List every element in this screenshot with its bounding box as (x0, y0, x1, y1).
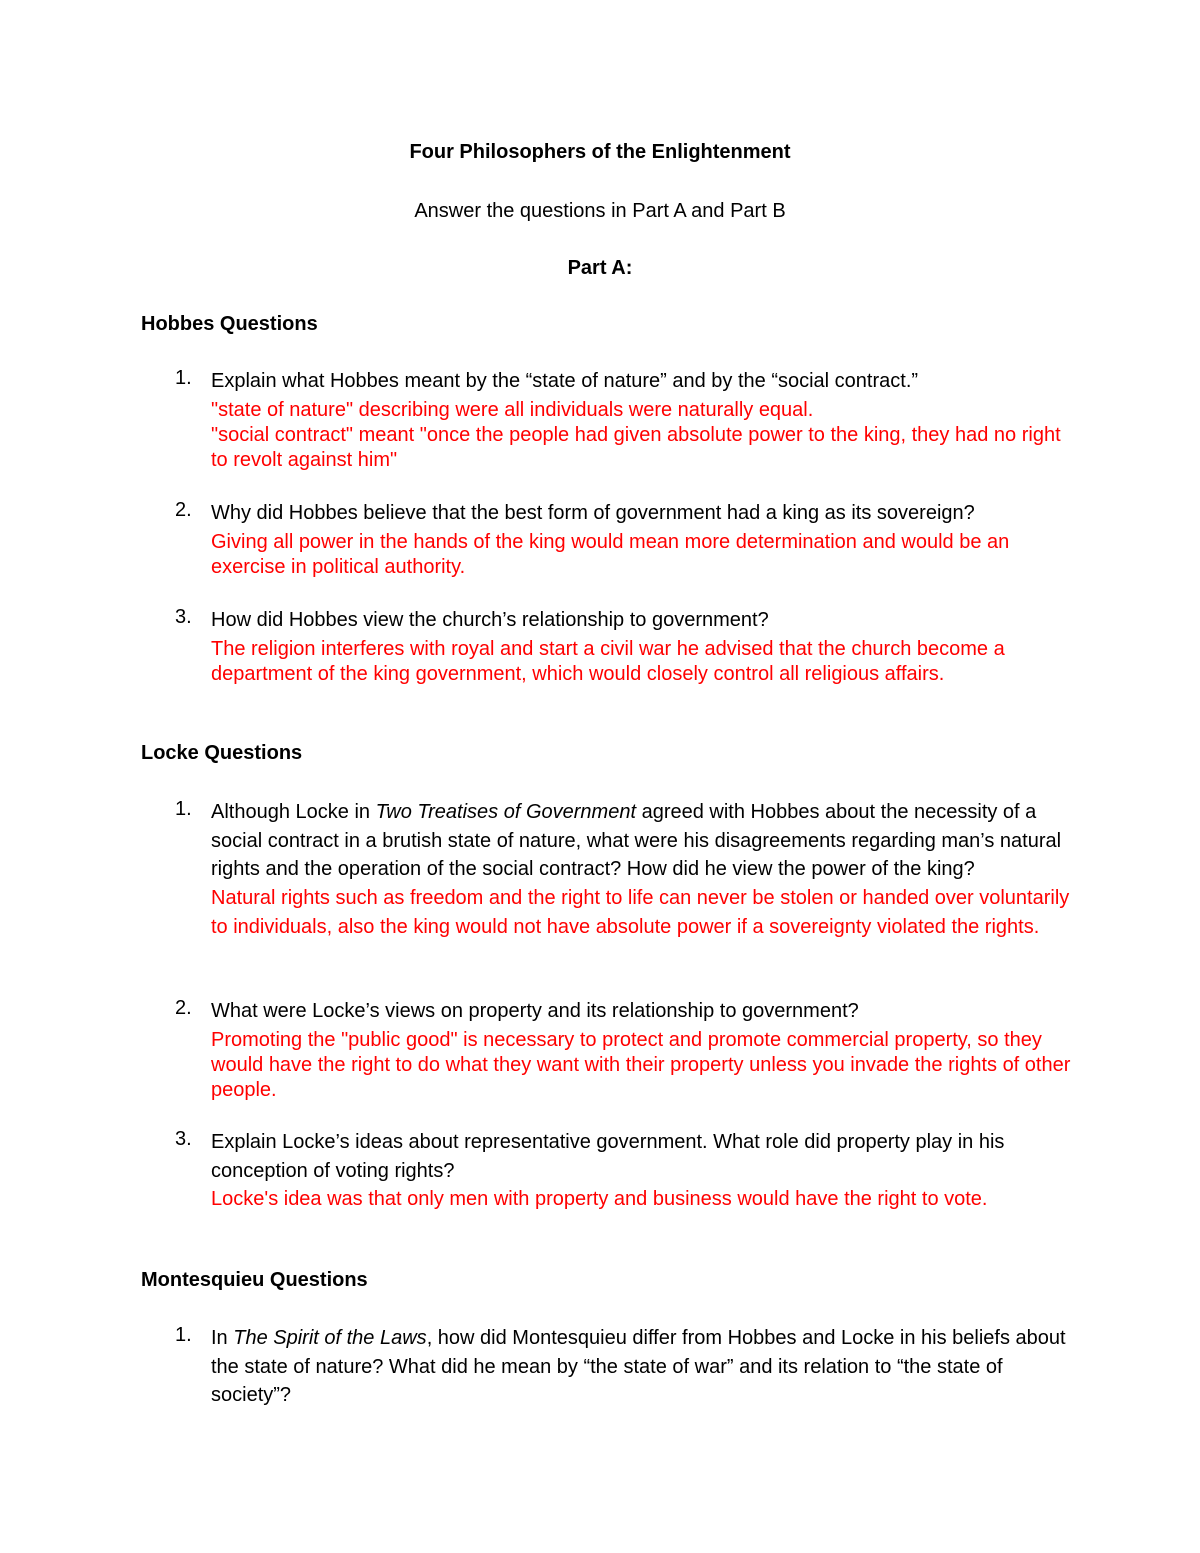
question-number: 3. (175, 1128, 192, 1150)
montesquieu-question-1 (141, 1324, 1071, 1410)
answer-text: Natural rights such as freedom and the right to life can never be stolen or handed over voluntarily to individuals, also the king would not have absolute power if a sovereignty violated the rights. (211, 886, 1070, 938)
part-label: Part A: (567, 257, 633, 279)
hobbes-heading: Hobbes Questions (141, 313, 318, 335)
locke-heading: Locke Questions (141, 742, 303, 764)
question-number: 3. (175, 606, 192, 628)
answer-text: Promoting the "public good" is necessary to protect and promote commercial property, so they would have the right to do what they want with their property unless you invade the rights of other people. (211, 1028, 1071, 1101)
hobbes-question-3 (141, 606, 1071, 687)
question-text: Why did Hobbes believe that the best form of government had a king as its sovereign? (211, 502, 975, 524)
answer-text: The religion interferes with royal and start a civil war he advised that the church become a department of the king government, which would closely control all religious affairs. (211, 637, 1005, 685)
document-title: Four Philosophers of the Enlightenment (409, 141, 791, 163)
question-text (211, 1324, 1071, 1410)
question-text: What were Locke’s views on property and its relationship to government? (211, 1000, 859, 1022)
answer-text: "state of nature" describing were all individuals were naturally equal. (211, 398, 814, 421)
question-text (211, 798, 1071, 884)
answer-text: Locke's idea was that only men with property and business would have the right to vote. (211, 1188, 988, 1210)
question-text-start: In (211, 1327, 234, 1349)
question-number: 2. (175, 499, 192, 521)
question-text-rest: agreed with Hobbes about the necessity of a social contract in a brutish state of nature, what were his disagreements regarding man’s natural rights and the operation of the social contract? How did he view the power of the king? (211, 801, 1062, 880)
question-number: 1. (175, 1324, 192, 1346)
instructions: Answer the questions in Part A and Part B (414, 200, 786, 222)
book-title: Two Treatises of Government (375, 801, 637, 823)
question-text: Explain Locke’s ideas about representative government. What role did property play in his conception of voting rights? (211, 1131, 1005, 1182)
question-text: How did Hobbes view the church’s relationship to government? (211, 609, 769, 631)
question-number: 1. (175, 367, 192, 389)
answer-text: Giving all power in the hands of the king would mean more determination and would be an exercise in political authority. (211, 530, 1010, 578)
question-number: 2. (175, 997, 192, 1019)
question-text: Explain what Hobbes meant by the “state of nature” and by the “social contract.” (211, 370, 919, 392)
locke-question-1 (141, 798, 1071, 942)
answer-text: "social contract" meant "once the people had given absolute power to the king, they had no right to revolt against him" (211, 423, 1061, 471)
book-title: The Spirit of the Laws (233, 1327, 427, 1349)
hobbes-question-1 (141, 367, 1071, 473)
hobbes-question-2 (141, 499, 1071, 580)
question-text-rest: , how did Montesquieu differ from Hobbes and Locke in his beliefs about the state of nature? What did he mean by “the state of war” and its relation to “the state of society”? (211, 1327, 1066, 1406)
question-text-start: Although Locke in (211, 801, 376, 823)
locke-question-2 (141, 997, 1071, 1103)
montesquieu-heading: Montesquieu Questions (141, 1269, 368, 1291)
question-number: 1. (175, 798, 192, 820)
locke-question-3 (141, 1128, 1071, 1214)
